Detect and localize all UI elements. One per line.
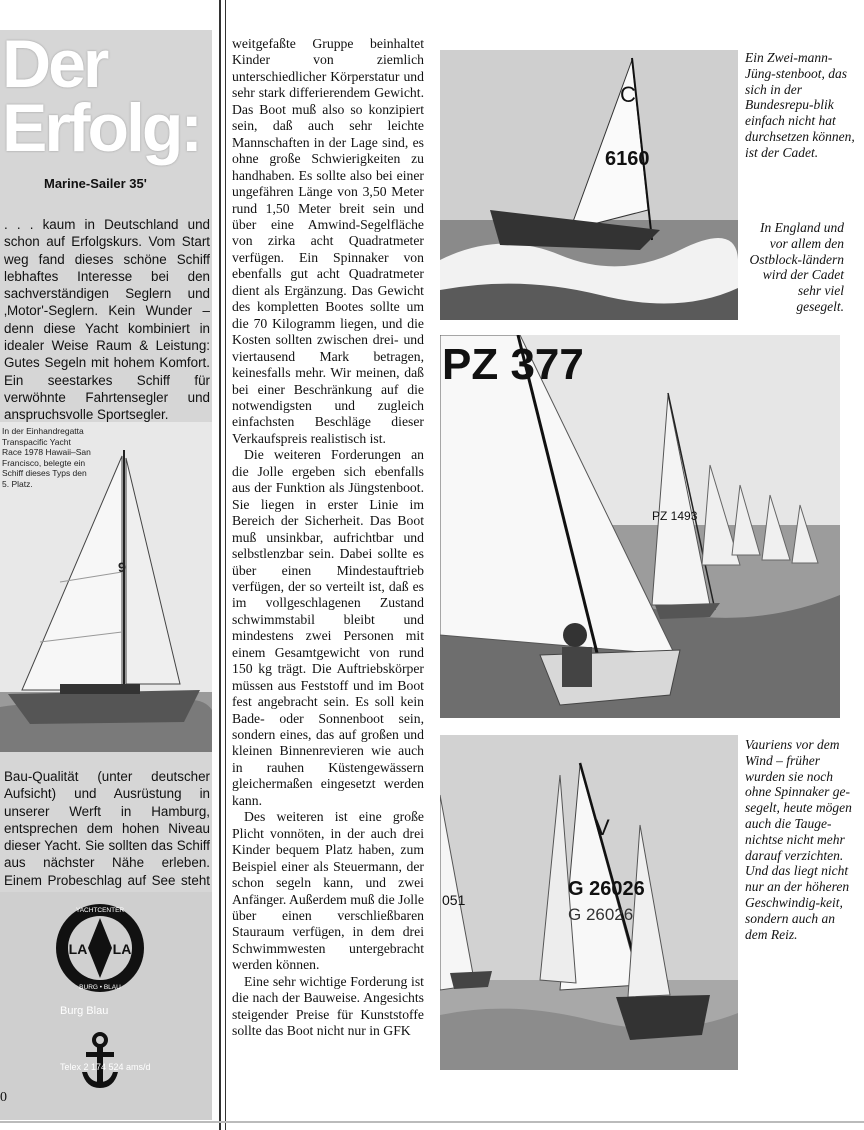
ad-fineprint-2: Telex 2 174 524 ams/d	[60, 1062, 151, 1072]
photo-vaurien-dinghies	[440, 735, 738, 1070]
vaurien-sail-number-mirror: G 26026	[568, 905, 634, 924]
vaurien-photo-illustration	[440, 735, 738, 1070]
yachtcenter-logo	[0, 892, 212, 1120]
caption-cadet: Ein Zwei-mann-Jüng-stenboot, das sich in der Bundesrepu-blik einfach nicht hat durchsetzen können, ist der Cadet.	[745, 50, 855, 160]
cadet-sail-letter: C	[620, 82, 636, 107]
article-paragraph: Des weiteren ist eine große Plicht vonnöten, in der auch drei Kinder bequem Platz haben, zum Beispiel einer als Steuermann, der schon segeln kann, und zwei Anfänger. Außerdem muß die Jolle über einen verschließbaren Stauraum verfügen, in dem drei Schwimmwesten untergebracht werden können.	[232, 809, 424, 973]
caption-cadet-england: In England und vor allem den Ostblock-ländern wird der Cadet sehr viel gesegelt.	[749, 220, 844, 314]
ad-fineprint-1: Burg Blau	[60, 1005, 109, 1017]
ad-headline: Der Erfolg:	[2, 30, 201, 166]
ad-body-text-2: Bau-Qualität (unter deutscher Aufsicht) und Ausrüstung in unserer Werft in Hamburg, entsprechen dem hohen Niveau dieser Yacht. Sie sollten das Schiff aus nächster Nähe erleben. Einem Probeschlag auf See steht	[4, 769, 210, 888]
ad-logo-area	[0, 892, 212, 1120]
regatta-sail-number-large: PZ 377	[442, 340, 584, 389]
caption-vaurien: Vauriens vor dem Wind – früher wurden sie noch ohne Spinnaker ge-segelt, heute mögen auch die Tauge-nichtse nicht mehr darauf verzichten. Und das liegt nicht nur an der höheren Geschwindig-keit, sondern auch an dem Reiz.	[745, 737, 852, 942]
photo-cadet-dinghy	[440, 50, 738, 320]
regatta-photo-illustration	[440, 335, 840, 718]
article-body	[232, 36, 424, 1040]
anchor-icon	[82, 1034, 118, 1088]
regatta-sail-number-small: PZ 1493	[652, 509, 698, 523]
logo-letters-left: LA	[68, 941, 88, 957]
logo-bottom-text: BURG • BLAU	[79, 984, 121, 991]
logo-letters-right: LA	[112, 941, 132, 957]
cadet-photo-illustration	[440, 50, 738, 320]
vaurien-sail-letter: V	[595, 815, 610, 840]
photo-cadet-regatta	[440, 335, 840, 718]
logo-top-text: YACHTCENTER	[75, 907, 125, 914]
ad-photo-caption: In der Einhandregatta Transpacific Yacht Race 1978 Hawaii–San Francisco, belegte ein Schiff dieses Typs den 5. Platz.	[2, 426, 91, 489]
page-number: 0	[0, 1090, 7, 1105]
ad-subtitle: Marine-Sailer 35'	[44, 176, 147, 191]
cadet-sail-number: 6160	[605, 148, 650, 170]
advertisement-column	[0, 30, 212, 1120]
article-paragraph: Eine sehr wichtige Forderung ist die nach der Bauweise. Angesichts steigender Preise für Kunststoffe sollte das Boot nicht nur in GFK	[232, 973, 424, 1039]
article-paragraph: Die weiteren Forderungen an die Jolle ergeben sich ebenfalls aus der Funktion als Jüngstenboot. Sie liegen in erster Linie im Bereich der Sicherheit. Das Boot muß unsinkbar, aufrichtbar und selbstlenzbar sein. Dabei sollte es über einen Mindestauftrieb verfügen, der so verteilt ist, daß es im vollgeschlagenen Zustand schwimmstabil bleibt und mindestens zwei Personen mit einem Gesamtgewicht von rund 150 kg trägt. Die Auftriebskörper müssen aus Feststoff und im Boot fest angebracht sein. Es soll kein Bade- oder Sonnenboot sein, sondern eines, das auf großen und kleinen Binnenrevieren wie auch in rauhen Küstengewässern gleichermaßen eingesetzt werden kann.	[232, 447, 424, 808]
bottom-rule	[0, 1121, 864, 1123]
column-divider-left	[219, 0, 221, 1130]
column-divider-right	[225, 0, 226, 1130]
ad-body-text: . . . kaum in Deutschland und schon auf Erfolgskurs. Vom Start weg fand dieses schöne Schiff lebhaftes Interesse bei den sachverständigen Seglern und ‚Motor'-Seglern. Kein Wunder – denn diese Yacht kombiniert in idealer Weise Raum & Leistung: Gutes Segeln mit hohem Komfort. Ein seestarkes Schiff für verwöhnte Fahrtensegler und anspruchsvolle Sportsegler.	[4, 217, 210, 423]
ad-sail-number: 9	[118, 559, 126, 575]
vaurien-left-number: 051	[442, 892, 466, 908]
article-paragraph: weitgefaßte Gruppe beinhaltet Kinder von ziemlich unterschiedlicher Körperstatur und sehr stark differierendem Gewicht. Das Boot muß also so konzipiert sein, daß auch sehr leichte Mannschaften in der Lage sind, es ohne große Schwierigkeiten zu handhaben. Es sollte also bei einer ungefähren Länge von 3,50 Meter rund 1,50 Meter breit sein und über eine Amwind-Segelfläche von zirka acht Quadratmeter verfügen. Ein Spinnaker von ebenfalls gut acht Quadratmeter dient als Ergänzung. Das Gewicht des kompletten Bootes sollte um die 70 Kilogramm liegen, und die Kosten sollten zwischen drei- und viertausend Mark betragen, keinesfalls mehr. Wir meinen, daß bei einer Beschränkung auf die notwendigsten und zugleich einfachsten Beschläge dieser Verkaufspreis realistisch ist.	[232, 36, 424, 446]
vaurien-sail-number: G 26026	[568, 878, 645, 900]
